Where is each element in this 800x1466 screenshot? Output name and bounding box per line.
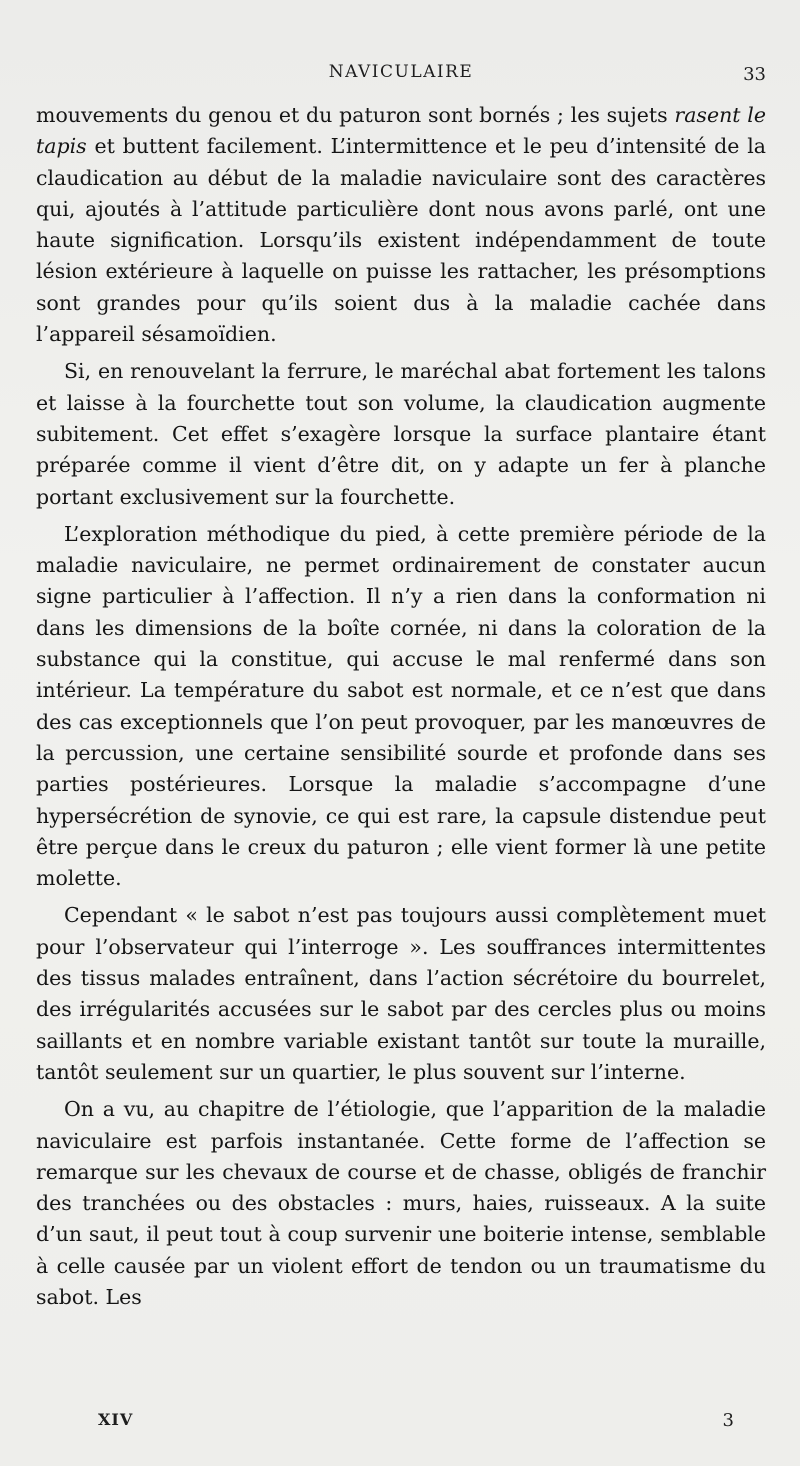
paragraph [36, 900, 766, 1088]
page-footer [98, 1410, 734, 1436]
signature-mark-right: 3 [722, 1410, 734, 1431]
italic-text: rasent le tapis [36, 103, 766, 159]
signature-mark-left: XIV [98, 1410, 134, 1429]
text-run: On a vu, au chapitre de l’étiologie, que l’apparition de la maladie naviculaire est parfois instantanée. Cette forme de l’affection se remarque sur les chevaux de course et de chasse, obligés de franchir des tranchées ou des obstacles : murs, haies, ruisseaux. A la suite d’un saut, il peut tout à coup survenir une boiterie intense, semblable à celle causée par un violent effort de tendon ou un traumatisme du sabot. Les [36, 1097, 766, 1309]
text-run: Cependant « le sabot n’est pas toujours aussi complètement muet pour l’observateur qui l’interroge ». Les souffrances intermittentes des tissus malades entraînent, dans l’action sécrétoire du bourrelet, des irrégularités accusées sur le sabot par des cercles plus ou moins saillants et en nombre variable existant tantôt sur toute la muraille, tantôt seulement sur un quartier, le plus souvent sur l’interne. [36, 903, 766, 1084]
paragraph [36, 1094, 766, 1313]
text-run: mouvements du genou et du paturon sont bornés ; les sujets [36, 103, 675, 127]
running-title: NAVICULAIRE [328, 62, 474, 82]
paragraph [36, 356, 766, 512]
paragraph [36, 519, 766, 895]
paragraph [36, 100, 766, 350]
text-run: Si, en renouvelant la ferrure, le maréchal abat fortement les talons et laisse à la fourchette tout son volume, la claudication augmente subitement. Cet effet s’exagère lorsque la surface plantaire étant préparée comme il vient d’être dit, on y adapte un fer à planche portant exclusivement sur la fourchette. [36, 359, 766, 509]
page-header [36, 62, 766, 92]
text-run: L’exploration méthodique du pied, à cette première période de la maladie naviculaire, ne permet ordinairement de constater aucun signe particulier à l’affection. Il n’y a rien dans la conformation ni dans les dimensions de la boîte cornée, ni dans la coloration de la substance qui la constitue, qui accuse le mal renfermé dans son intérieur. La température du sabot est normale, et ce n’est que dans des cas exceptionnels que l’on peut provoquer, par les manœuvres de la percussion, une certaine sensibilité sourde et profonde dans ses parties postérieures. Lorsque la maladie s’accompagne d’une hypersécrétion de synovie, ce qui est rare, la capsule distendue peut être perçue dans le creux du paturon ; elle vient former là une petite molette. [36, 521, 766, 891]
page-number: 33 [743, 64, 766, 85]
text-run: et buttent facilement. L’intermittence et le peu d’intensité de la claudication au début de la maladie naviculaire sont des caractères qui, ajoutés à l’attitude particulière dont nous avons parlé, ont une haute signification. Lorsqu’ils existent indépendamment de toute lésion extérieure à laquelle on puisse les rattacher, les présomptions sont grandes pour qu’ils soient dus à la maladie cachée dans l’appareil sésamoïdien. [36, 134, 766, 347]
body-text [36, 100, 766, 1319]
